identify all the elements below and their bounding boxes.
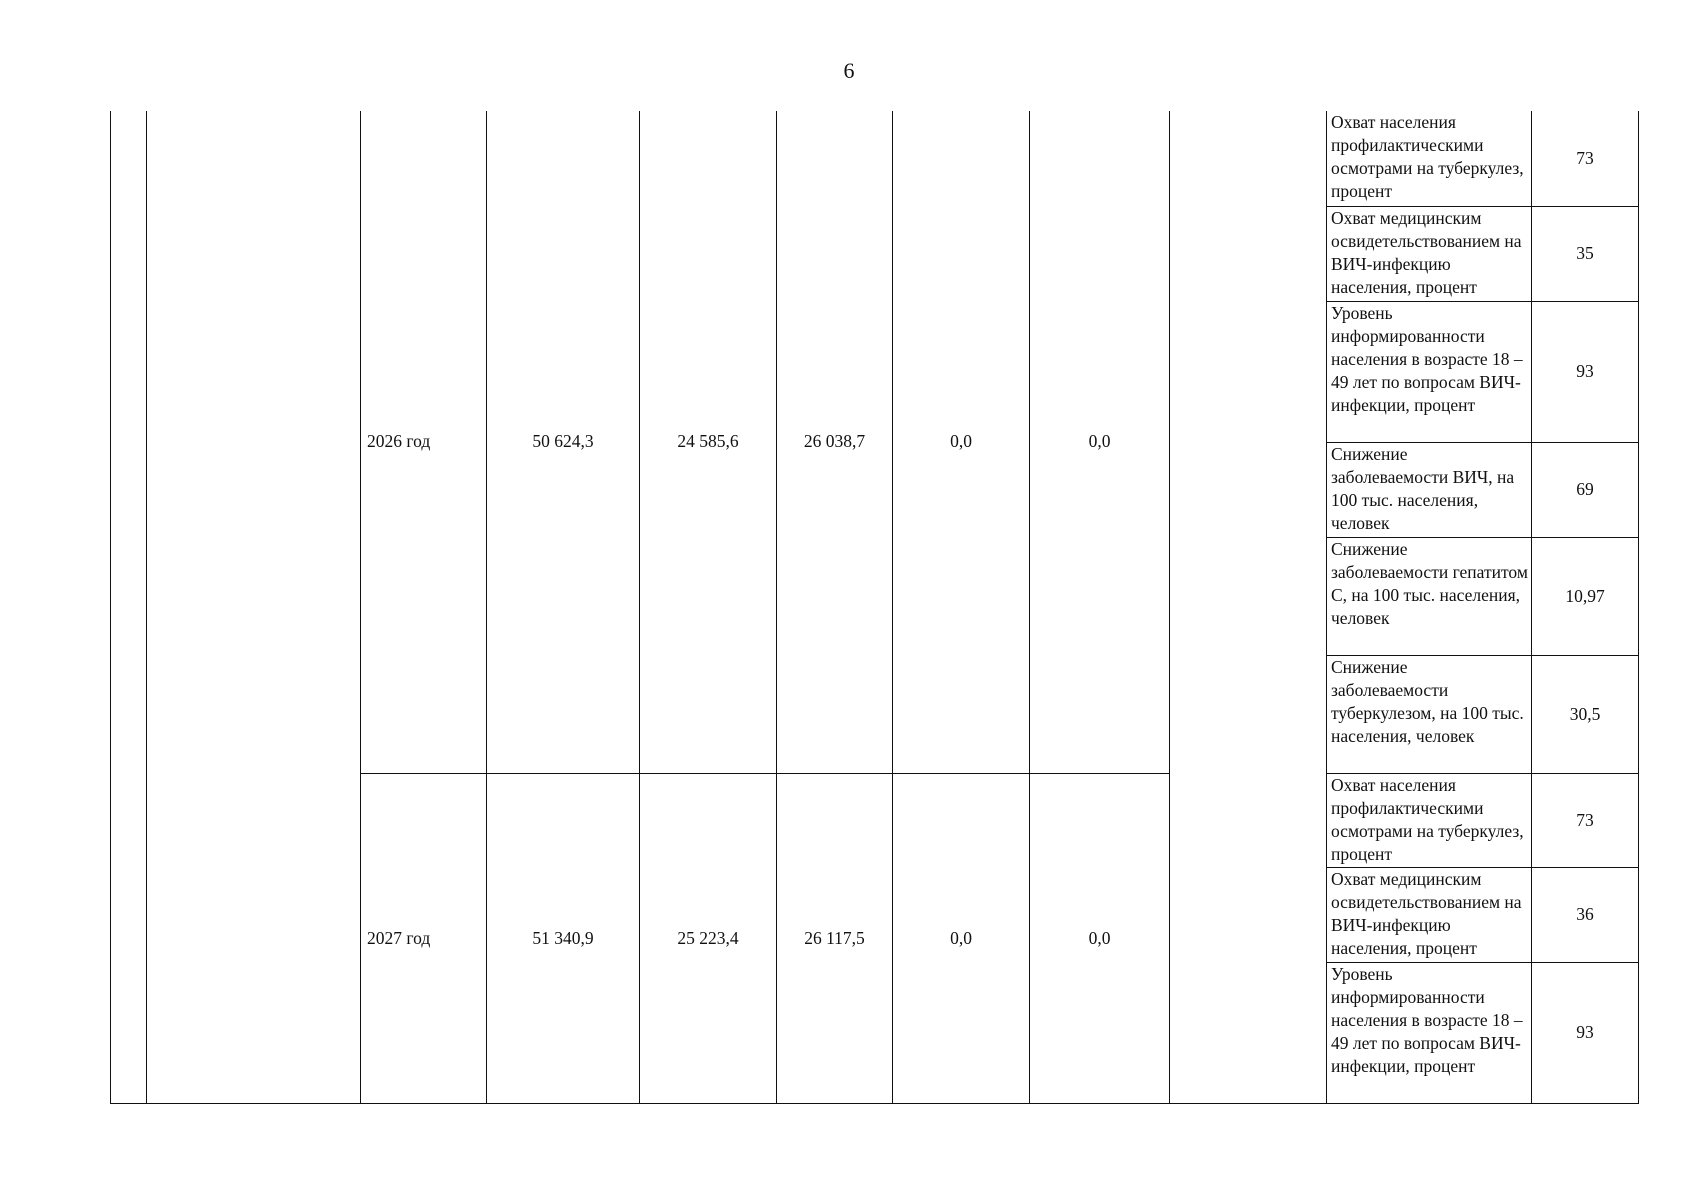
budget-cell-2: 26 038,7	[777, 111, 893, 773]
budget-cell-3: 0,0	[893, 111, 1030, 773]
indicator-value: 93	[1532, 301, 1639, 442]
year-cell: 2027 год	[361, 773, 487, 1103]
budget-cell-1: 25 223,4	[640, 773, 777, 1103]
indicator-name: Охват населения профилактическими осмотрами на туберкулез, процент	[1327, 111, 1532, 206]
total-cell: 51 340,9	[487, 773, 640, 1103]
indicator-name: Уровень информированности населения в возрасте 18 – 49 лет по вопросам ВИЧ-инфекции, процент	[1327, 962, 1532, 1103]
page-number: 6	[843, 58, 855, 83]
indicator-name: Уровень информированности населения в возрасте 18 – 49 лет по вопросам ВИЧ-инфекции, процент	[1327, 301, 1532, 442]
indicator-value: 35	[1532, 206, 1639, 301]
indicator-value: 93	[1532, 962, 1639, 1103]
indicator-value: 10,97	[1532, 537, 1639, 655]
indicator-name: Снижение заболеваемости гепатитом С, на 100 тыс. населения, человек	[1327, 537, 1532, 655]
budget-cell-3: 0,0	[893, 773, 1030, 1103]
indicator-name: Снижение заболеваемости ВИЧ, на 100 тыс. населения, человек	[1327, 442, 1532, 537]
indicator-value: 73	[1532, 111, 1639, 206]
event-name-cell	[147, 111, 361, 1103]
number-cell	[111, 111, 147, 1103]
year-cell: 2026 год	[361, 111, 487, 773]
financing-table	[110, 111, 1639, 1104]
budget-cell-2: 26 117,5	[777, 773, 893, 1103]
indicator-value: 73	[1532, 773, 1639, 867]
indicator-name: Охват медицинским освидетельствованием на ВИЧ-инфекцию населения, процент	[1327, 206, 1532, 301]
budget-cell-1: 24 585,6	[640, 111, 777, 773]
indicator-name: Охват медицинским освидетельствованием на ВИЧ-инфекцию населения, процент	[1327, 867, 1532, 962]
indicator-name: Снижение заболеваемости туберкулезом, на 100 тыс. населения, человек	[1327, 655, 1532, 773]
table-row	[111, 111, 1639, 206]
budget-cell-4: 0,0	[1030, 111, 1170, 773]
indicator-name: Охват населения профилактическими осмотрами на туберкулез, процент	[1327, 773, 1532, 867]
budget-cell-4: 0,0	[1030, 773, 1170, 1103]
indicator-value: 36	[1532, 867, 1639, 962]
indicator-value: 30,5	[1532, 655, 1639, 773]
total-cell: 50 624,3	[487, 111, 640, 773]
indicator-value: 69	[1532, 442, 1639, 537]
result-cell	[1170, 111, 1327, 1103]
